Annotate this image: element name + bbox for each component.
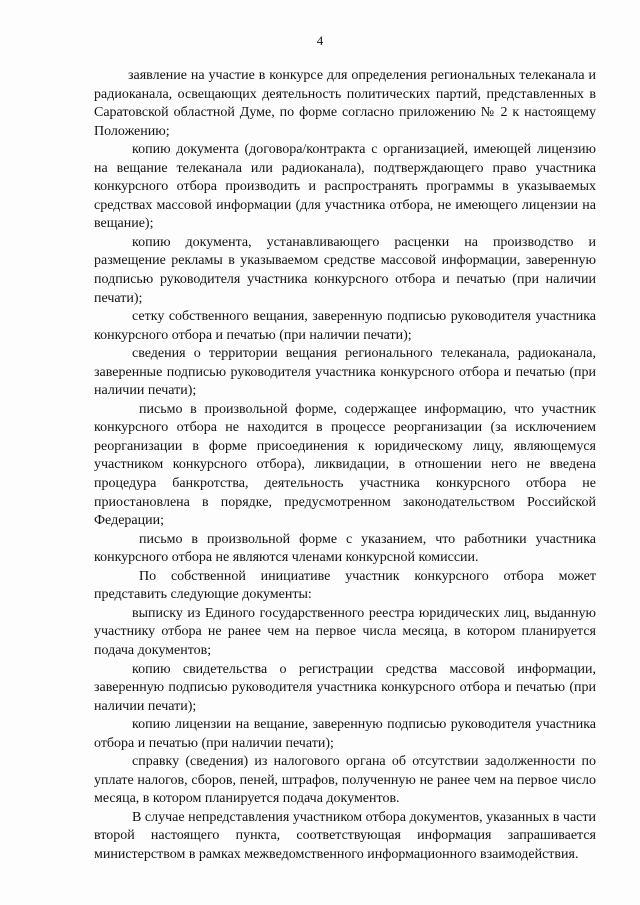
paragraph-commission-letter: письмо в произвольной форме с указанием, что работники участника конкурсного отбора не являются членами конкурсной комиссии. xyxy=(94,531,596,566)
paragraph-reorganization-letter: письмо в произвольной форме, содержащее информацию, что участник конкурсного отбора не находится в процессе реорганизации (за исключением реорганизации в форме присоединения к юридическому лицу, являющемуся участником конкурсного отбора), ликвидации, в отношении него не введена процедура банкротства, деятельность участника конкурсного отбора не приостановлена в порядке, предусмотренном законодательством Российской Федерации; xyxy=(94,401,596,529)
paragraph-optional-intro: По собственной инициативе участник конкурсного отбора может представить следующие документы: xyxy=(94,568,596,603)
paragraph-license-copy: копию лицензии на вещание, заверенную подписью руководителя участника отбора и печатью (при наличии печати); xyxy=(94,717,596,751)
paragraph-contract-copy: копию документа (договора/контракта с организацией, имеющей лицензию на вещание телеканала или радиоканала), подтверждающего право участника конкурсного отбора производить и распространять программы в указываемых средствах массовой информации (для участника отбора, не имеющего лицензии на вещание); xyxy=(94,142,596,232)
paragraph-interagency-request: В случае непредставления участником отбора документов, указанных в части второй настоящего пункта, соответствующая информация запрашивается министерством в рамках межведомственного информационного взаимодействия. xyxy=(94,809,596,862)
paragraph-broadcast-territory: сведения о территории вещания регионального телеканала, радиоканала, заверенные подписью руководителя участника конкурсного отбора и печатью (при наличии печати); xyxy=(94,346,596,399)
paragraph-advertising-rates: копию документа, устанавливающего расценки на производство и размещение рекламы в указываемом средстве массовой информации, заверенную подписью руководителя участника конкурсного отбора и печатью (при наличии печати); xyxy=(94,234,596,306)
document-body xyxy=(94,67,596,865)
paragraph-tax-certificate: справку (сведения) из налогового органа об отсутствии задолженности по уплате налогов, сборов, пеней, штрафов, полученную не ранее чем на первое число месяца, в котором планируется подача документов. xyxy=(94,754,596,807)
paragraph-application: заявление на участие в конкурсе для определения региональных телеканала и радиоканала, освещающих деятельность политических партий, представленных в Саратовской областной Думе, по форме согласно приложению № 2 к настоящему Положению; xyxy=(94,68,596,139)
paragraph-registration-certificate: копию свидетельства о регистрации средства массовой информации, заверенную подписью руководителя участника конкурсного отбора и печатью (при наличии печати); xyxy=(94,661,596,714)
paragraph-registry-extract: выписку из Единого государственного реестра юридических лиц, выданную участнику отбора не ранее чем на первое числа месяца, в котором планируется подача документов; xyxy=(94,605,596,658)
page-number: 4 xyxy=(316,33,324,48)
paragraph-broadcast-grid: сетку собственного вещания, заверенную подписью руководителя участника конкурсного отбора и печатью (при наличии печати); xyxy=(94,309,596,343)
